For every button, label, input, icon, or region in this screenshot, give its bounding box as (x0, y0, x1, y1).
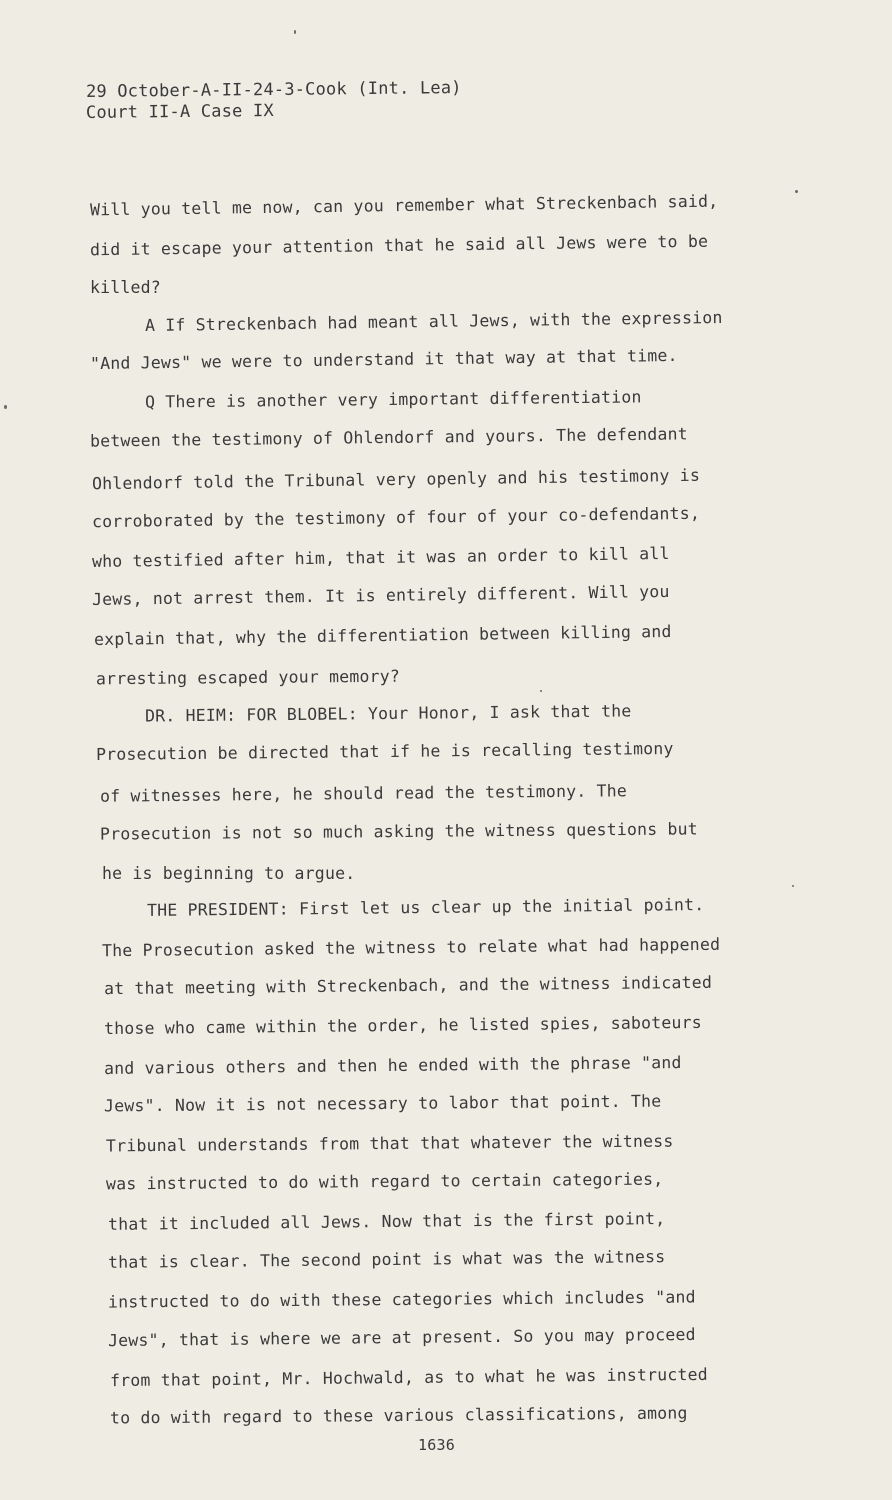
body-line: The Prosecution asked the witness to relate what had happened (101, 934, 721, 961)
body-line: that it included all Jews. Now that is the first point, (107, 1209, 666, 1234)
header-line-2: Court II-A Case IX (85, 101, 274, 123)
body-line: who testified after him, that it was an order to kill all (91, 543, 670, 572)
paper-speck (294, 30, 296, 34)
body-line: of witnesses here, he should read the testimony. The (99, 781, 628, 806)
body-line: Q There is another very important differentiation (144, 387, 642, 412)
body-line: Jews". Now it is not necessary to labor that point. The (103, 1091, 662, 1116)
body-line: he is beginning to argue. (102, 864, 356, 883)
paper-speck (795, 190, 798, 193)
body-line: A If Streckenbach had meant all Jews, with the expression (144, 307, 723, 336)
page-number: 1636 (418, 1436, 455, 1454)
body-line: THE PRESIDENT: First let us clear up the initial point. (146, 895, 705, 920)
body-line: at that meeting with Streckenbach, and the witness indicated (103, 972, 713, 999)
body-line: did it escape your attention that he said all Jews were to be (89, 231, 709, 260)
body-line: Prosecution be directed that if he is recalling testimony (95, 738, 674, 765)
body-line: Jews", that is where we are at present. So you may proceed (107, 1324, 696, 1351)
paper-speck (792, 885, 794, 887)
paper-speck (4, 405, 7, 409)
body-line: to do with regard to these various classifications, among (109, 1403, 688, 1428)
body-line: that is clear. The second point is what was the witness (107, 1247, 666, 1272)
body-line: "And Jews" we were to understand it that way at that time. (89, 345, 678, 374)
body-line: DR. HEIM: FOR BLOBEL: Your Honor, I ask that the (144, 701, 632, 726)
body-line: from that point, Mr. Hochwald, as to what he was instructed (109, 1364, 708, 1391)
body-line: corroborated by the testimony of four of your co-defendants, (91, 503, 701, 532)
header-line-1: 29 October-A-II-24-3-Cook (Int. Lea) (85, 78, 462, 102)
paper-speck (540, 690, 542, 692)
body-line: Tribunal understands from that that whatever the witness (105, 1131, 674, 1156)
body-line: was instructed to do with regard to certain categories, (105, 1169, 664, 1194)
body-line: those who came within the order, he listed spies, saboteurs (103, 1012, 702, 1039)
body-line: killed? (90, 278, 161, 297)
body-line: Ohlendorf told the Tribunal very openly and his testimony is (91, 465, 701, 494)
body-line: instructed to do with these categories which includes "and (107, 1287, 696, 1312)
body-line: between the testimony of Ohlendorf and yours. The defendant (89, 424, 688, 451)
body-line: Prosecution is not so much asking the witness questions but (99, 819, 698, 844)
body-line: explain that, why the differentiation between killing and (93, 621, 672, 650)
body-line: Jews, not arrest them. It is entirely different. Will you (91, 581, 670, 610)
body-line: Will you tell me now, can you remember what Streckenbach said, (89, 191, 719, 220)
body-line: arresting escaped your memory? (95, 666, 401, 689)
body-line: and various others and then he ended with the phrase "and (103, 1052, 682, 1079)
